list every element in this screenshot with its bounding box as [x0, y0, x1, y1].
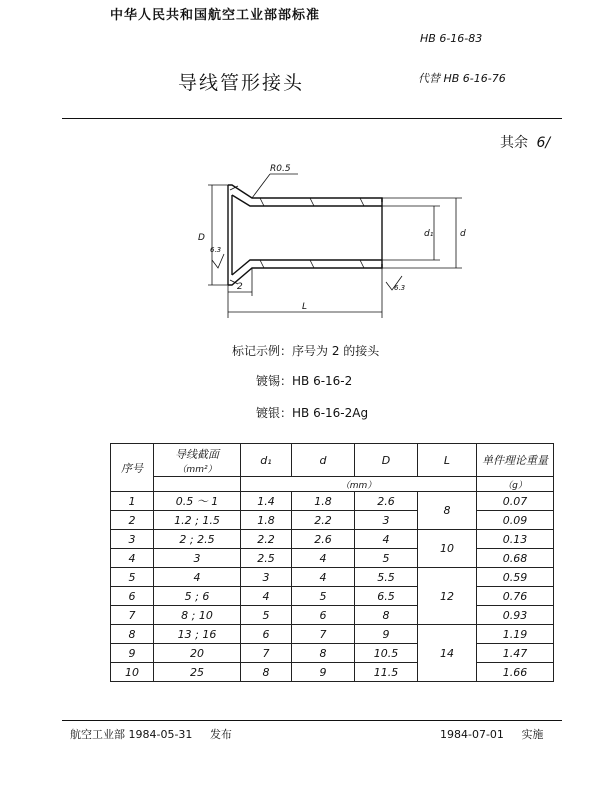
table-header-row: [111, 444, 554, 477]
header-d1: d₁: [241, 444, 292, 477]
footer-effective: [440, 726, 543, 742]
header-D: D: [355, 444, 418, 477]
D-cell: 9: [355, 625, 418, 644]
area-cell: 3: [154, 549, 241, 568]
table-unit-row: [111, 477, 554, 492]
weight-cell: 0.07: [477, 492, 554, 511]
table-body: [111, 492, 554, 682]
dim-D-label: D: [198, 233, 205, 243]
D-cell: 5.5: [355, 568, 418, 587]
d1-cell: 1.4: [241, 492, 292, 511]
seq-cell: 2: [111, 511, 154, 530]
rough-mark-left: [212, 254, 224, 268]
seq-cell: 6: [111, 587, 154, 606]
d1-cell: 7: [241, 644, 292, 663]
outer-profile-top: [228, 185, 382, 202]
area-cell: 13 ; 16: [154, 625, 241, 644]
d-cell: 9: [292, 663, 355, 682]
d1-cell: 6: [241, 625, 292, 644]
D-cell: 6.5: [355, 587, 418, 606]
header-seq: 序号: [111, 444, 154, 492]
weight-cell: 0.68: [477, 549, 554, 568]
d1-cell: 3: [241, 568, 292, 587]
weight-cell: 0.59: [477, 568, 554, 587]
L-cell: 14: [418, 625, 477, 682]
header-L: L: [418, 444, 477, 477]
L-cell: 10: [418, 530, 477, 568]
seq-cell: 8: [111, 625, 154, 644]
weight-cell: 0.13: [477, 530, 554, 549]
marking-example-tin: 镀锡：HB 6-16-2: [256, 374, 353, 388]
d1-cell: 2.5: [241, 549, 292, 568]
table-row: [111, 606, 554, 625]
effective-date: 1984-07-01: [440, 728, 504, 741]
surface-roughness-note: [500, 132, 550, 152]
header-weight: 单件理论重量: [477, 444, 554, 477]
D-cell: 11.5: [355, 663, 418, 682]
table-row: [111, 568, 554, 587]
d-cell: 2.2: [292, 511, 355, 530]
document-title: 导线管形接头: [178, 72, 305, 94]
L-cell: 12: [418, 568, 477, 625]
header-area: [154, 444, 241, 477]
table-row: [111, 530, 554, 549]
unit-g: （g）: [477, 477, 554, 492]
table-row: [111, 587, 554, 606]
D-cell: 3: [355, 511, 418, 530]
d1-cell: 8: [241, 663, 292, 682]
dim-2-label: 2: [237, 282, 243, 292]
area-cell: 1.2 ; 1.5: [154, 511, 241, 530]
d1-cell: 1.8: [241, 511, 292, 530]
d-cell: 7: [292, 625, 355, 644]
d1-cell: 2.2: [241, 530, 292, 549]
issuer-date: 航空工业部 1984-05-31: [70, 728, 193, 741]
standard-number: HB 6-16-83: [420, 32, 483, 45]
weight-cell: 1.19: [477, 625, 554, 644]
radius-leader: [252, 174, 270, 198]
table-row: [111, 644, 554, 663]
rough-left-label: 6.3: [210, 246, 222, 254]
seq-cell: 10: [111, 663, 154, 682]
L-cell: 8: [418, 492, 477, 530]
d-cell: 1.8: [292, 492, 355, 511]
header-rule: [62, 118, 562, 119]
outer-profile-bottom: [228, 264, 382, 285]
technical-drawing: [190, 160, 490, 320]
seq-cell: 9: [111, 644, 154, 663]
dim-d-label: d: [460, 229, 466, 239]
weight-cell: 0.93: [477, 606, 554, 625]
header-area-label: 导线截面: [175, 447, 219, 461]
d-cell: 8: [292, 644, 355, 663]
terminal-drawing-svg: [190, 160, 490, 320]
D-cell: 4: [355, 530, 418, 549]
effective-label: 实施: [521, 728, 544, 741]
weight-cell: 0.09: [477, 511, 554, 530]
marking-example-title: 标记示例：序号为 2 的接头: [232, 344, 380, 358]
seq-cell: 5: [111, 568, 154, 587]
dim-L-label: L: [302, 302, 308, 312]
header-d: d: [292, 444, 355, 477]
D-cell: 10.5: [355, 644, 418, 663]
inner-bore-top: [232, 195, 382, 206]
table-row: [111, 625, 554, 644]
d-cell: 5: [292, 587, 355, 606]
seq-cell: 3: [111, 530, 154, 549]
specification-table: [110, 443, 554, 682]
area-cell: 25: [154, 663, 241, 682]
d1-cell: 4: [241, 587, 292, 606]
seq-cell: 7: [111, 606, 154, 625]
d-cell: 2.6: [292, 530, 355, 549]
area-cell: 0.5 ～ 1: [154, 492, 241, 511]
dim-d1-label: d₁: [424, 229, 434, 239]
D-cell: 8: [355, 606, 418, 625]
D-cell: 5: [355, 549, 418, 568]
d-cell: 6: [292, 606, 355, 625]
footer-rule: [62, 720, 562, 721]
seq-cell: 1: [111, 492, 154, 511]
table-row: [111, 511, 554, 530]
area-cell: 20: [154, 644, 241, 663]
weight-cell: 1.66: [477, 663, 554, 682]
supersedes-note: 代替 HB 6-16-76: [418, 72, 506, 85]
unit-mm: （mm）: [241, 477, 477, 492]
authority-title: 中华人民共和国航空工业部部标准: [110, 8, 321, 23]
table-row: [111, 549, 554, 568]
table-row: [111, 663, 554, 682]
area-cell: 4: [154, 568, 241, 587]
d-cell: 4: [292, 568, 355, 587]
weight-cell: 0.76: [477, 587, 554, 606]
table-row: [111, 492, 554, 511]
d1-cell: 5: [241, 606, 292, 625]
weight-cell: 1.47: [477, 644, 554, 663]
rough-right-label: 6.3: [394, 284, 406, 292]
area-cell: 8 ; 10: [154, 606, 241, 625]
footer-issuer: [70, 726, 232, 742]
roughness-label: 其余: [500, 135, 528, 151]
issued-label: 发布: [209, 728, 232, 741]
roughness-symbol: 6/: [536, 135, 551, 151]
radius-label: R0.5: [270, 164, 291, 174]
marking-example-silver: 镀银：HB 6-16-2Ag: [256, 406, 369, 420]
d-cell: 4: [292, 549, 355, 568]
D-cell: 2.6: [355, 492, 418, 511]
seq-cell: 4: [111, 549, 154, 568]
header-area-unit: （mm²）: [177, 464, 217, 475]
area-cell: 2 ; 2.5: [154, 530, 241, 549]
area-cell: 5 ; 6: [154, 587, 241, 606]
